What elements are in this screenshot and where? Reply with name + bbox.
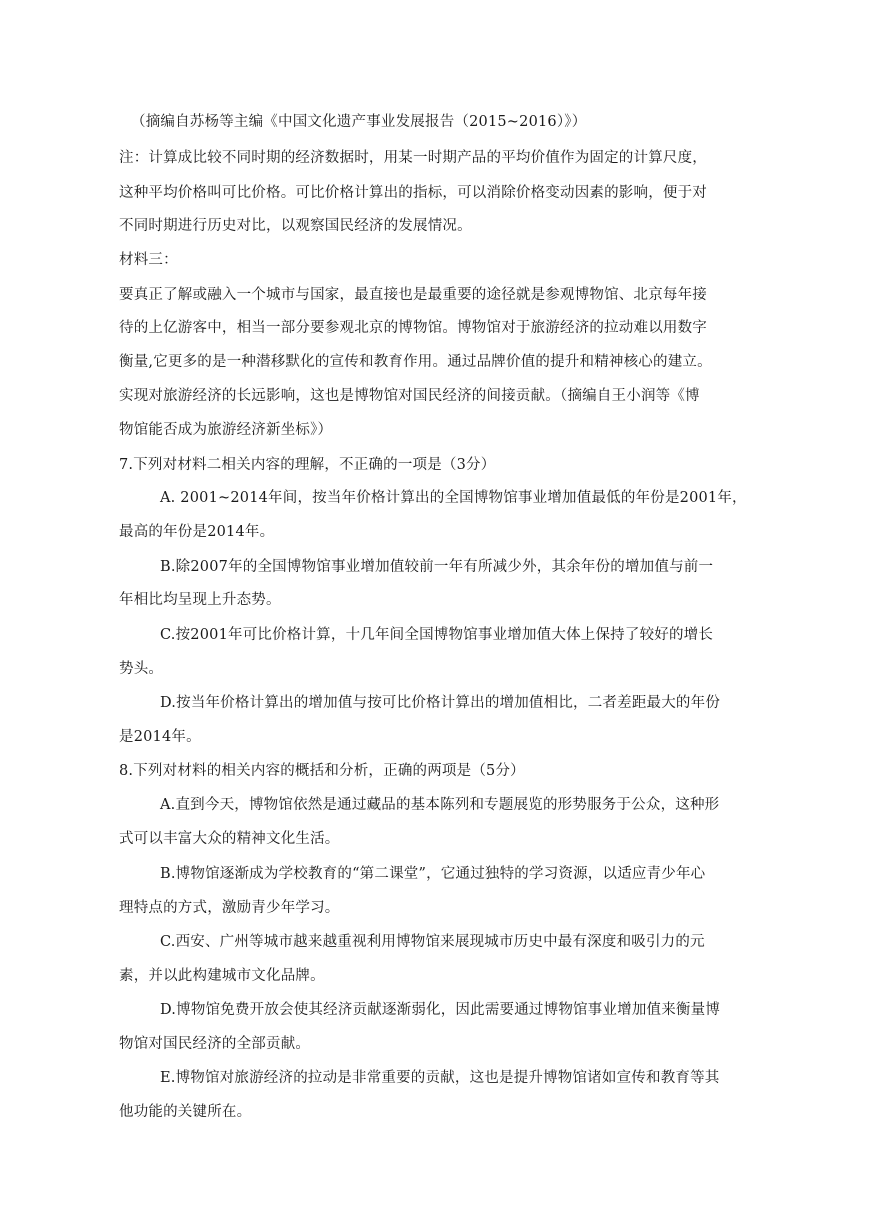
q7-stem: 7.下列对材料二相关内容的理解，不正确的一项是（3分） bbox=[119, 457, 496, 473]
q8-option-d-line-1: D.博物馆免费开放会使其经济贡献逐渐弱化，因此需要通过博物馆事业增加值来衡量博 bbox=[160, 1002, 721, 1018]
q8-option-a-line-1: A.直到今天，博物馆依然是通过藏品的基本陈列和专题展览的形势服务于公众，这种形 bbox=[160, 797, 720, 813]
material3-line-2: 待的上亿游客中，相当一部分要参观北京的博物馆。博物馆对于旅游经济的拉动难以用数字 bbox=[119, 320, 707, 336]
note-line-1: 注：计算成比较不同时期的经济数据时，用某一时期产品的平均价值作为固定的计算尺度， bbox=[119, 150, 707, 166]
q8-option-c-line-1: C.西安、广州等城市越来越重视利用博物馆来展现城市历史中最有深度和吸引力的元 bbox=[160, 934, 705, 950]
q7-option-c-line-2: 势头。 bbox=[119, 661, 164, 677]
q7-option-d-line-1: D.按当年价格计算出的增加值与按可比价格计算出的增加值相比，二者差距最大的年份 bbox=[160, 695, 721, 711]
q8-option-d-line-2: 物馆对国民经济的全部贡献。 bbox=[119, 1036, 311, 1052]
q7-option-b-line-1: B.除2007年的全国博物馆事业增加值较前一年有所减少外，其余年份的增加值与前一 bbox=[160, 559, 714, 575]
q8-option-a-line-2: 式可以丰富大众的精神文化生活。 bbox=[119, 831, 340, 847]
q8-option-b-line-1: B.博物馆逐渐成为学校教育的“第二课堂”，它通过独特的学习资源，以适应青少年心 bbox=[160, 866, 706, 882]
q8-stem: 8.下列对材料的相关内容的概括和分析，正确的两项是（5分） bbox=[119, 763, 525, 779]
source-citation: （摘编自苏杨等主编《中国文化遗产事业发展报告（2015~2016）》） bbox=[131, 114, 587, 130]
q7-option-d-line-2: 是2014年。 bbox=[119, 729, 201, 745]
material3-line-4: 实现对旅游经济的长远影响，这也是博物馆对国民经济的间接贡献。（摘编自王小润等《博 bbox=[119, 388, 700, 404]
material3-line-3: 衡量,它更多的是一种潜移默化的宣传和教育作用。通过品牌价值的提升和精神核心的建立。 bbox=[119, 354, 712, 370]
q8-option-e-line-2: 他功能的关键所在。 bbox=[119, 1104, 252, 1120]
q8-option-e-line-1: E.博物馆对旅游经济的拉动是非常重要的贡献，这也是提升博物馆诸如宣传和教育等其 bbox=[160, 1070, 720, 1086]
q7-option-a-line-2: 最高的年份是2014年。 bbox=[119, 524, 275, 540]
q8-option-c-line-2: 素，并以此构建城市文化品牌。 bbox=[119, 968, 325, 984]
note-line-3: 不同时期进行历史对比，以观察国民经济的发展情况。 bbox=[119, 218, 472, 234]
q8-option-b-line-2: 理特点的方式，激励青少年学习。 bbox=[119, 900, 340, 916]
note-line-2: 这种平均价格叫可比价格。可比价格计算出的指标，可以消除价格变动因素的影响，便于对 bbox=[119, 185, 707, 201]
material3-heading: 材料三： bbox=[119, 252, 178, 268]
q7-option-a-line-1: A. 2001~2014年间，按当年价格计算出的全国博物馆事业增加值最低的年份是2001年， bbox=[160, 490, 747, 506]
material3-line-1: 要真正了解或融入一个城市与国家，最直接也是最重要的途径就是参观博物馆、北京每年接 bbox=[119, 287, 707, 303]
q7-option-b-line-2: 年相比均呈现上升态势。 bbox=[119, 592, 281, 608]
q7-option-c-line-1: C.按2001年可比价格计算，十几年间全国博物馆事业增加值大体上保持了较好的增长 bbox=[160, 627, 714, 643]
material3-line-5: 物馆能否成为旅游经济新坐标》） bbox=[119, 422, 333, 438]
